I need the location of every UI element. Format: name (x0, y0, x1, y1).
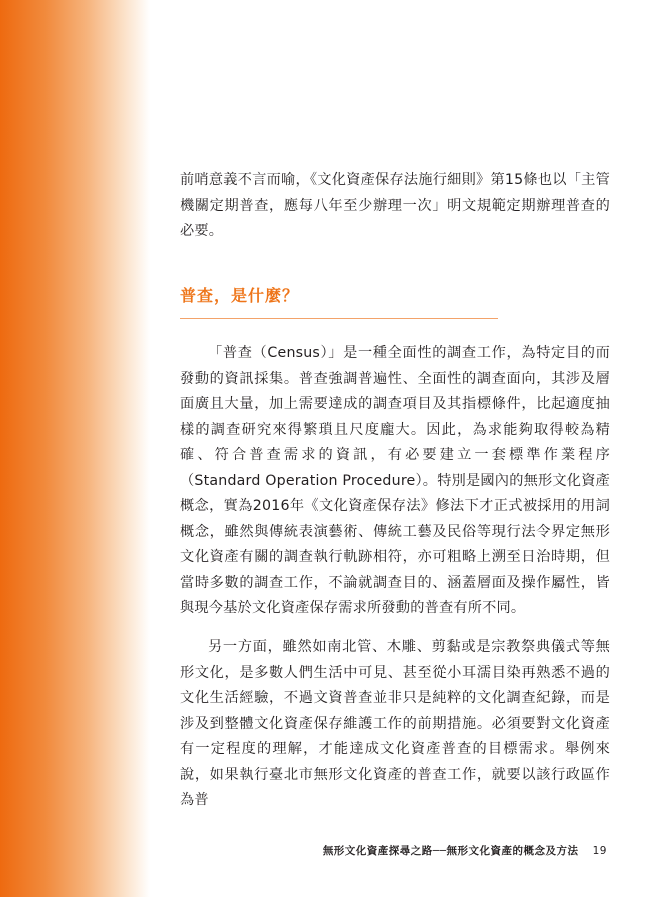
intro-paragraph: 前哨意義不言而喻，《文化資產保存法施行細則》第15條也以「主管機關定期普查，應每八年至少辦理一次」明文規範定期辦理普查的必要。 (180, 172, 610, 239)
page-footer (180, 843, 607, 858)
body-paragraph-other-aspect: 另一方面，雖然如南北管、木雕、剪黏或是宗教祭典儀式等無形文化，是多數人們生活中可見、甚至從小耳濡目染再熟悉不過的文化生活經驗，不過文資普查並非只是純粹的文化調查紀錄，而是涉及到整體文化資產保存維護工作的前期措施。必須要對文化資產有一定程度的理解，才能達成文化資產普查的目標需求。舉例來說，如果執行臺北市無形文化資產的普查工作，就要以該行政區作為普 (180, 639, 610, 808)
body-paragraph-census: 「普查（Census）」是一種全面性的調查工作，為特定目的而發動的資訊採集。普查強調普遍性、全面性的調查面向，其涉及層面廣且大量，加上需要達成的調查項目及其指標條件，比起適度抽樣的調查研究來得繁瑣且尺度龐大。因此，為求能夠取得較為精確、符合普查需求的資訊，有必要建立一套標準作業程序（Standard Operation Procedure）。特別是國內的無形文化資產概念，實為2016年《文化資產保存法》修法下才正式被採用的用詞概念，雖然與傳統表演藝術、傳統工藝及民俗等現行法令界定無形文化資產有關的調查執行軌跡相符，亦可粗略上溯至日治時期，但當時多數的調查工作，不論就調查目的、涵蓋層面及操作屬性，皆與現今基於文化資產保存需求所發動的普查有所不同。 (180, 345, 610, 616)
heading-divider (180, 318, 498, 319)
section-heading: 普查，是什麼？ (180, 286, 300, 305)
page-number: 19 (592, 845, 607, 857)
decorative-side-band (0, 0, 150, 897)
running-title: 無形文化資產探尋之路──無形文化資產的概念及方法 (322, 845, 579, 857)
